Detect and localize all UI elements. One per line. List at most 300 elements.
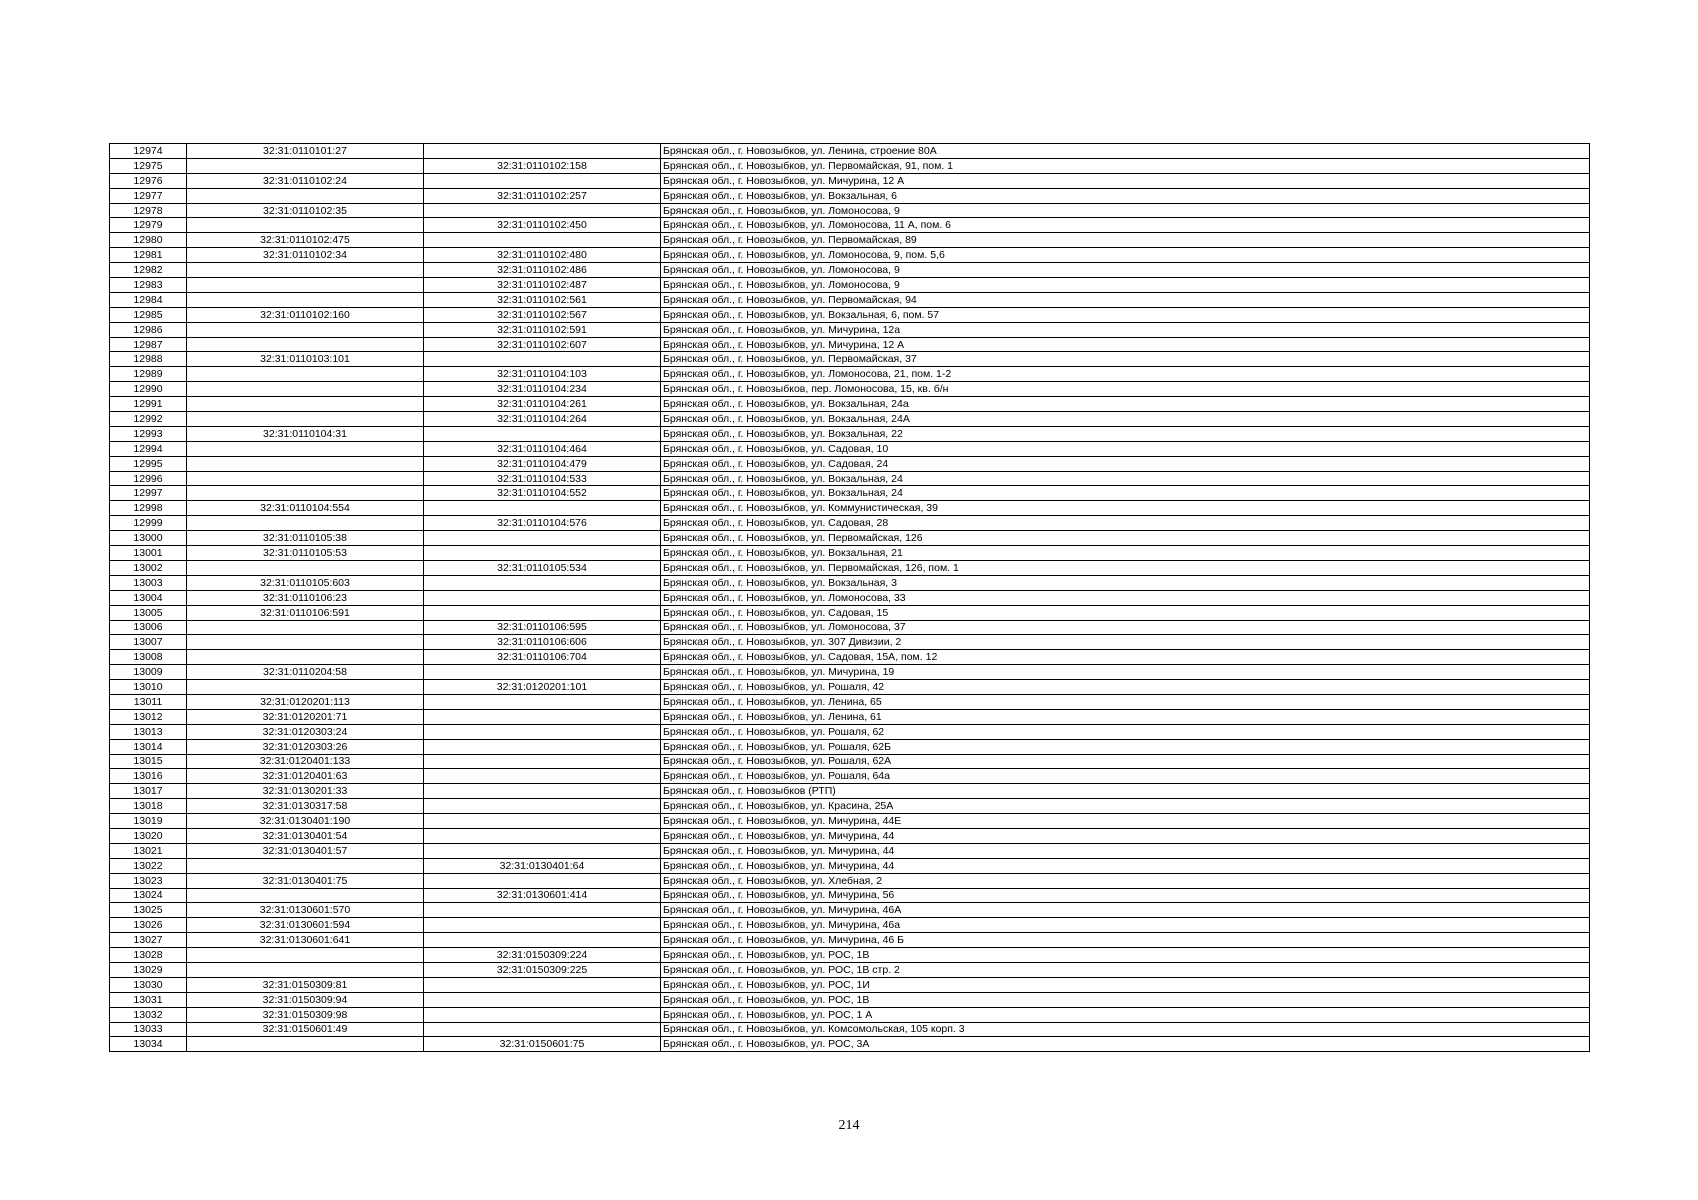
row-number-cell: 13017 (110, 784, 187, 799)
address-cell: Брянская обл., г. Новозыбков, ул. Вокзальная, 22 (661, 426, 1590, 441)
table-row (110, 1022, 1590, 1037)
table-row (110, 218, 1590, 233)
parcel-cadastral-number-cell (424, 843, 661, 858)
row-number-cell: 12980 (110, 233, 187, 248)
address-cell: Брянская обл., г. Новозыбков, ул. Первомайская, 126, пом. 1 (661, 560, 1590, 575)
page-number: 214 (838, 1118, 860, 1133)
table-row (110, 680, 1590, 695)
table-row (110, 382, 1590, 397)
parcel-cadastral-number-cell (424, 784, 661, 799)
table-row (110, 188, 1590, 203)
cadastral-number-cell (187, 620, 424, 635)
address-cell: Брянская обл., г. Новозыбков, ул. Ломоносова, 9 (661, 278, 1590, 293)
address-cell: Брянская обл., г. Новозыбков, ул. Мичурина, 56 (661, 888, 1590, 903)
address-cell: Брянская обл., г. Новозыбков, ул. Мичурина, 12 А (661, 337, 1590, 352)
cadastral-number-cell: 32:31:0150309:98 (187, 1007, 424, 1022)
row-number-cell: 13030 (110, 977, 187, 992)
parcel-cadastral-number-cell (424, 233, 661, 248)
row-number-cell: 12999 (110, 516, 187, 531)
table-row (110, 620, 1590, 635)
parcel-cadastral-number-cell (424, 709, 661, 724)
cadastral-number-cell: 32:31:0130401:190 (187, 814, 424, 829)
parcel-cadastral-number-cell: 32:31:0110102:607 (424, 337, 661, 352)
address-cell: Брянская обл., г. Новозыбков, ул. Мичурина, 46А (661, 903, 1590, 918)
cadastral-number-cell (187, 412, 424, 427)
table-row (110, 784, 1590, 799)
address-cell: Брянская обл., г. Новозыбков, ул. РОС, 3А (661, 1037, 1590, 1052)
table-row (110, 158, 1590, 173)
row-number-cell: 13000 (110, 531, 187, 546)
cadastral-number-cell: 32:31:0110103:101 (187, 352, 424, 367)
table-row (110, 709, 1590, 724)
address-cell: Брянская обл., г. Новозыбков, ул. Мичурина, 46 Б (661, 933, 1590, 948)
address-cell: Брянская обл., г. Новозыбков, ул. Коммунистическая, 39 (661, 501, 1590, 516)
parcel-cadastral-number-cell: 32:31:0110104:552 (424, 486, 661, 501)
cadastral-number-cell (187, 1037, 424, 1052)
address-cell: Брянская обл., г. Новозыбков, ул. Рошаля, 62Б (661, 739, 1590, 754)
parcel-cadastral-number-cell (424, 873, 661, 888)
row-number-cell: 13003 (110, 575, 187, 590)
table-row (110, 560, 1590, 575)
address-cell: Брянская обл., г. Новозыбков, ул. Ломоносова, 33 (661, 590, 1590, 605)
row-number-cell: 13012 (110, 709, 187, 724)
address-cell: Брянская обл., г. Новозыбков, ул. Вокзальная, 3 (661, 575, 1590, 590)
cadastral-number-cell: 32:31:0120201:113 (187, 694, 424, 709)
cadastral-number-cell (187, 560, 424, 575)
registry-table-body (110, 144, 1590, 1052)
row-number-cell: 13022 (110, 858, 187, 873)
cadastral-number-cell: 32:31:0110102:35 (187, 203, 424, 218)
cadastral-number-cell: 32:31:0120201:71 (187, 709, 424, 724)
address-cell: Брянская обл., г. Новозыбков, ул. Мичурина, 19 (661, 665, 1590, 680)
address-cell: Брянская обл., г. Новозыбков, ул. Комсомольская, 105 корп. 3 (661, 1022, 1590, 1037)
parcel-cadastral-number-cell: 32:31:0110105:534 (424, 560, 661, 575)
row-number-cell: 13031 (110, 992, 187, 1007)
row-number-cell: 13004 (110, 590, 187, 605)
address-cell: Брянская обл., г. Новозыбков, ул. Вокзальная, 24 (661, 486, 1590, 501)
cadastral-number-cell: 32:31:0110104:31 (187, 426, 424, 441)
parcel-cadastral-number-cell (424, 1022, 661, 1037)
cadastral-number-cell (187, 680, 424, 695)
table-row (110, 605, 1590, 620)
row-number-cell: 13002 (110, 560, 187, 575)
address-cell: Брянская обл., г. Новозыбков, ул. Первомайская, 89 (661, 233, 1590, 248)
row-number-cell: 13033 (110, 1022, 187, 1037)
parcel-cadastral-number-cell: 32:31:0110104:234 (424, 382, 661, 397)
address-cell: Брянская обл., г. Новозыбков, ул. Ломоносова, 11 А, пом. 6 (661, 218, 1590, 233)
row-number-cell: 12975 (110, 158, 187, 173)
parcel-cadastral-number-cell: 32:31:0110104:264 (424, 412, 661, 427)
table-row (110, 292, 1590, 307)
row-number-cell: 13023 (110, 873, 187, 888)
parcel-cadastral-number-cell: 32:31:0110104:533 (424, 471, 661, 486)
address-cell: Брянская обл., г. Новозыбков, ул. РОС, 1И (661, 977, 1590, 992)
cadastral-number-cell: 32:31:0150309:94 (187, 992, 424, 1007)
table-row (110, 307, 1590, 322)
row-number-cell: 12996 (110, 471, 187, 486)
row-number-cell: 12994 (110, 441, 187, 456)
cadastral-number-cell (187, 322, 424, 337)
cadastral-number-cell: 32:31:0150601:49 (187, 1022, 424, 1037)
row-number-cell: 13006 (110, 620, 187, 635)
row-number-cell: 13026 (110, 918, 187, 933)
row-number-cell: 12984 (110, 292, 187, 307)
address-cell: Брянская обл., г. Новозыбков, ул. Садовая, 28 (661, 516, 1590, 531)
table-row (110, 426, 1590, 441)
cadastral-number-cell: 32:31:0130601:641 (187, 933, 424, 948)
address-cell: Брянская обл., г. Новозыбков, ул. Красина, 25А (661, 799, 1590, 814)
cadastral-number-cell: 32:31:0130401:57 (187, 843, 424, 858)
table-row (110, 278, 1590, 293)
parcel-cadastral-number-cell: 32:31:0110104:464 (424, 441, 661, 456)
row-number-cell: 12991 (110, 397, 187, 412)
parcel-cadastral-number-cell: 32:31:0110106:704 (424, 650, 661, 665)
parcel-cadastral-number-cell (424, 1007, 661, 1022)
address-cell: Брянская обл., г. Новозыбков, ул. Рошаля, 62А (661, 754, 1590, 769)
cadastral-number-cell (187, 441, 424, 456)
row-number-cell: 13019 (110, 814, 187, 829)
parcel-cadastral-number-cell (424, 933, 661, 948)
row-number-cell: 12987 (110, 337, 187, 352)
registry-table (109, 143, 1590, 1052)
parcel-cadastral-number-cell: 32:31:0110102:158 (424, 158, 661, 173)
address-cell: Брянская обл., г. Новозыбков, ул. Садовая, 24 (661, 456, 1590, 471)
address-cell: Брянская обл., г. Новозыбков, ул. Ломоносова, 9, пом. 5,6 (661, 248, 1590, 263)
table-row (110, 203, 1590, 218)
address-cell: Брянская обл., г. Новозыбков, ул. Ломоносова, 9 (661, 263, 1590, 278)
cadastral-number-cell: 32:31:0110101:27 (187, 144, 424, 159)
row-number-cell: 12993 (110, 426, 187, 441)
parcel-cadastral-number-cell: 32:31:0120201:101 (424, 680, 661, 695)
table-row (110, 918, 1590, 933)
row-number-cell: 12977 (110, 188, 187, 203)
cadastral-number-cell (187, 367, 424, 382)
row-number-cell: 13025 (110, 903, 187, 918)
table-row (110, 456, 1590, 471)
cadastral-number-cell: 32:31:0130401:75 (187, 873, 424, 888)
row-number-cell: 12982 (110, 263, 187, 278)
address-cell: Брянская обл., г. Новозыбков, ул. Рошаля, 64а (661, 769, 1590, 784)
cadastral-number-cell: 32:31:0110105:603 (187, 575, 424, 590)
address-cell: Брянская обл., г. Новозыбков, ул. Садовая, 15А, пом. 12 (661, 650, 1590, 665)
parcel-cadastral-number-cell (424, 144, 661, 159)
cadastral-number-cell (187, 158, 424, 173)
address-cell: Брянская обл., г. Новозыбков, ул. Мичурина, 46а (661, 918, 1590, 933)
table-row (110, 814, 1590, 829)
parcel-cadastral-number-cell (424, 605, 661, 620)
cadastral-number-cell: 32:31:0110106:591 (187, 605, 424, 620)
address-cell: Брянская обл., г. Новозыбков, пер. Ломоносова, 15, кв. б/н (661, 382, 1590, 397)
cadastral-number-cell (187, 188, 424, 203)
address-cell: Брянская обл., г. Новозыбков, ул. РОС, 1В (661, 992, 1590, 1007)
table-row (110, 441, 1590, 456)
table-row (110, 754, 1590, 769)
table-row (110, 888, 1590, 903)
table-row (110, 635, 1590, 650)
row-number-cell: 13018 (110, 799, 187, 814)
parcel-cadastral-number-cell: 32:31:0110104:479 (424, 456, 661, 471)
row-number-cell: 13013 (110, 724, 187, 739)
parcel-cadastral-number-cell: 32:31:0130401:64 (424, 858, 661, 873)
table-row (110, 769, 1590, 784)
row-number-cell: 12989 (110, 367, 187, 382)
address-cell: Брянская обл., г. Новозыбков, ул. Мичурина, 44Е (661, 814, 1590, 829)
row-number-cell: 13021 (110, 843, 187, 858)
address-cell: Брянская обл., г. Новозыбков (РТП) (661, 784, 1590, 799)
cadastral-number-cell (187, 337, 424, 352)
cadastral-number-cell: 32:31:0110105:53 (187, 546, 424, 561)
address-cell: Брянская обл., г. Новозыбков, ул. РОС, 1 А (661, 1007, 1590, 1022)
parcel-cadastral-number-cell (424, 203, 661, 218)
row-number-cell: 12995 (110, 456, 187, 471)
table-row (110, 263, 1590, 278)
parcel-cadastral-number-cell (424, 828, 661, 843)
address-cell: Брянская обл., г. Новозыбков, ул. 307 Дивизии, 2 (661, 635, 1590, 650)
table-row (110, 948, 1590, 963)
parcel-cadastral-number-cell (424, 426, 661, 441)
parcel-cadastral-number-cell (424, 977, 661, 992)
parcel-cadastral-number-cell (424, 992, 661, 1007)
parcel-cadastral-number-cell: 32:31:0110104:576 (424, 516, 661, 531)
address-cell: Брянская обл., г. Новозыбков, ул. Мичурина, 44 (661, 843, 1590, 858)
parcel-cadastral-number-cell (424, 799, 661, 814)
row-number-cell: 12997 (110, 486, 187, 501)
table-row (110, 486, 1590, 501)
cadastral-number-cell: 32:31:0130401:54 (187, 828, 424, 843)
cadastral-number-cell (187, 948, 424, 963)
parcel-cadastral-number-cell (424, 531, 661, 546)
parcel-cadastral-number-cell: 32:31:0110104:103 (424, 367, 661, 382)
row-number-cell: 12981 (110, 248, 187, 263)
row-number-cell: 13001 (110, 546, 187, 561)
table-row (110, 694, 1590, 709)
parcel-cadastral-number-cell (424, 546, 661, 561)
parcel-cadastral-number-cell (424, 724, 661, 739)
parcel-cadastral-number-cell: 32:31:0110102:486 (424, 263, 661, 278)
row-number-cell: 13008 (110, 650, 187, 665)
table-row (110, 1007, 1590, 1022)
table-row (110, 412, 1590, 427)
cadastral-number-cell (187, 650, 424, 665)
cadastral-number-cell (187, 382, 424, 397)
row-number-cell: 12974 (110, 144, 187, 159)
address-cell: Брянская обл., г. Новозыбков, ул. Первомайская, 94 (661, 292, 1590, 307)
parcel-cadastral-number-cell: 32:31:0110102:450 (424, 218, 661, 233)
parcel-cadastral-number-cell (424, 665, 661, 680)
table-row (110, 903, 1590, 918)
address-cell: Брянская обл., г. Новозыбков, ул. Вокзальная, 24А (661, 412, 1590, 427)
row-number-cell: 13011 (110, 694, 187, 709)
address-cell: Брянская обл., г. Новозыбков, ул. Мичурина, 12а (661, 322, 1590, 337)
table-row (110, 531, 1590, 546)
parcel-cadastral-number-cell: 32:31:0110102:567 (424, 307, 661, 322)
row-number-cell: 12998 (110, 501, 187, 516)
parcel-cadastral-number-cell (424, 501, 661, 516)
cadastral-number-cell: 32:31:0110105:38 (187, 531, 424, 546)
parcel-cadastral-number-cell: 32:31:0110102:480 (424, 248, 661, 263)
address-cell: Брянская обл., г. Новозыбков, ул. Хлебная, 2 (661, 873, 1590, 888)
parcel-cadastral-number-cell (424, 918, 661, 933)
address-cell: Брянская обл., г. Новозыбков, ул. Садовая, 10 (661, 441, 1590, 456)
row-number-cell: 12986 (110, 322, 187, 337)
parcel-cadastral-number-cell: 32:31:0110102:487 (424, 278, 661, 293)
cadastral-number-cell: 32:31:0110102:34 (187, 248, 424, 263)
cadastral-number-cell (187, 218, 424, 233)
table-row (110, 337, 1590, 352)
cadastral-number-cell: 32:31:0120401:133 (187, 754, 424, 769)
cadastral-number-cell: 32:31:0150309:81 (187, 977, 424, 992)
row-number-cell: 12978 (110, 203, 187, 218)
parcel-cadastral-number-cell: 32:31:0150309:224 (424, 948, 661, 963)
row-number-cell: 13016 (110, 769, 187, 784)
cadastral-number-cell (187, 278, 424, 293)
parcel-cadastral-number-cell: 32:31:0110102:257 (424, 188, 661, 203)
row-number-cell: 13020 (110, 828, 187, 843)
cadastral-number-cell (187, 292, 424, 307)
cadastral-number-cell: 32:31:0110102:24 (187, 173, 424, 188)
cadastral-number-cell: 32:31:0110204:58 (187, 665, 424, 680)
row-number-cell: 13028 (110, 948, 187, 963)
address-cell: Брянская обл., г. Новозыбков, ул. Мичурина, 12 А (661, 173, 1590, 188)
table-row (110, 590, 1590, 605)
address-cell: Брянская обл., г. Новозыбков, ул. Ломоносова, 9 (661, 203, 1590, 218)
row-number-cell: 12992 (110, 412, 187, 427)
parcel-cadastral-number-cell (424, 739, 661, 754)
address-cell: Брянская обл., г. Новозыбков, ул. РОС, 1В стр. 2 (661, 962, 1590, 977)
parcel-cadastral-number-cell (424, 814, 661, 829)
table-row (110, 828, 1590, 843)
row-number-cell: 12976 (110, 173, 187, 188)
address-cell: Брянская обл., г. Новозыбков, ул. Первомайская, 126 (661, 531, 1590, 546)
cadastral-number-cell (187, 516, 424, 531)
cadastral-number-cell (187, 888, 424, 903)
row-number-cell: 12988 (110, 352, 187, 367)
table-row (110, 933, 1590, 948)
row-number-cell: 13007 (110, 635, 187, 650)
cadastral-number-cell: 32:31:0110102:475 (187, 233, 424, 248)
cadastral-number-cell: 32:31:0110106:23 (187, 590, 424, 605)
row-number-cell: 13010 (110, 680, 187, 695)
table-row (110, 843, 1590, 858)
cadastral-number-cell (187, 962, 424, 977)
row-number-cell: 13005 (110, 605, 187, 620)
row-number-cell: 12983 (110, 278, 187, 293)
row-number-cell: 13009 (110, 665, 187, 680)
address-cell: Брянская обл., г. Новозыбков, ул. Первомайская, 91, пом. 1 (661, 158, 1590, 173)
cadastral-number-cell (187, 456, 424, 471)
parcel-cadastral-number-cell: 32:31:0110104:261 (424, 397, 661, 412)
table-row (110, 173, 1590, 188)
cadastral-number-cell (187, 263, 424, 278)
cadastral-number-cell (187, 486, 424, 501)
parcel-cadastral-number-cell (424, 575, 661, 590)
cadastral-number-cell: 32:31:0110102:160 (187, 307, 424, 322)
parcel-cadastral-number-cell (424, 352, 661, 367)
address-cell: Брянская обл., г. Новозыбков, ул. Ломоносова, 21, пом. 1-2 (661, 367, 1590, 382)
parcel-cadastral-number-cell: 32:31:0110102:561 (424, 292, 661, 307)
address-cell: Брянская обл., г. Новозыбков, ул. РОС, 1В (661, 948, 1590, 963)
cadastral-number-cell (187, 858, 424, 873)
row-number-cell: 13029 (110, 962, 187, 977)
address-cell: Брянская обл., г. Новозыбков, ул. Ленина, 61 (661, 709, 1590, 724)
table-row (110, 1037, 1590, 1052)
cadastral-number-cell (187, 635, 424, 650)
cadastral-number-cell: 32:31:0130601:570 (187, 903, 424, 918)
row-number-cell: 13015 (110, 754, 187, 769)
table-row (110, 144, 1590, 159)
table-row (110, 665, 1590, 680)
row-number-cell: 13014 (110, 739, 187, 754)
table-row (110, 799, 1590, 814)
table-row (110, 977, 1590, 992)
table-row (110, 248, 1590, 263)
parcel-cadastral-number-cell: 32:31:0150309:225 (424, 962, 661, 977)
table-row (110, 352, 1590, 367)
address-cell: Брянская обл., г. Новозыбков, ул. Вокзальная, 6 (661, 188, 1590, 203)
table-row (110, 471, 1590, 486)
address-cell: Брянская обл., г. Новозыбков, ул. Мичурина, 44 (661, 858, 1590, 873)
table-row (110, 739, 1590, 754)
address-cell: Брянская обл., г. Новозыбков, ул. Вокзальная, 21 (661, 546, 1590, 561)
cadastral-number-cell: 32:31:0120401:63 (187, 769, 424, 784)
parcel-cadastral-number-cell (424, 590, 661, 605)
row-number-cell: 13027 (110, 933, 187, 948)
table-row (110, 397, 1590, 412)
table-row (110, 650, 1590, 665)
table-row (110, 873, 1590, 888)
parcel-cadastral-number-cell: 32:31:0110102:591 (424, 322, 661, 337)
row-number-cell: 13032 (110, 1007, 187, 1022)
address-cell: Брянская обл., г. Новозыбков, ул. Ломоносова, 37 (661, 620, 1590, 635)
row-number-cell: 12990 (110, 382, 187, 397)
cadastral-number-cell: 32:31:0130201:33 (187, 784, 424, 799)
cadastral-number-cell: 32:31:0130317:58 (187, 799, 424, 814)
parcel-cadastral-number-cell: 32:31:0110106:606 (424, 635, 661, 650)
address-cell: Брянская обл., г. Новозыбков, ул. Рошаля, 62 (661, 724, 1590, 739)
address-cell: Брянская обл., г. Новозыбков, ул. Вокзальная, 6, пом. 57 (661, 307, 1590, 322)
table-row (110, 516, 1590, 531)
cadastral-number-cell (187, 397, 424, 412)
parcel-cadastral-number-cell (424, 694, 661, 709)
table-row (110, 724, 1590, 739)
table-row (110, 992, 1590, 1007)
table-row (110, 575, 1590, 590)
table-row (110, 367, 1590, 382)
address-cell: Брянская обл., г. Новозыбков, ул. Рошаля, 42 (661, 680, 1590, 695)
cadastral-number-cell: 32:31:0110104:554 (187, 501, 424, 516)
row-number-cell: 13024 (110, 888, 187, 903)
parcel-cadastral-number-cell: 32:31:0130601:414 (424, 888, 661, 903)
parcel-cadastral-number-cell: 32:31:0150601:75 (424, 1037, 661, 1052)
address-cell: Брянская обл., г. Новозыбков, ул. Вокзальная, 24 (661, 471, 1590, 486)
table-row (110, 546, 1590, 561)
cadastral-number-cell: 32:31:0120303:26 (187, 739, 424, 754)
parcel-cadastral-number-cell (424, 903, 661, 918)
parcel-cadastral-number-cell (424, 769, 661, 784)
row-number-cell: 12985 (110, 307, 187, 322)
table-row (110, 962, 1590, 977)
table-row (110, 322, 1590, 337)
address-cell: Брянская обл., г. Новозыбков, ул. Ленина, строение 80А (661, 144, 1590, 159)
cadastral-number-cell: 32:31:0130601:594 (187, 918, 424, 933)
row-number-cell: 13034 (110, 1037, 187, 1052)
table-row (110, 501, 1590, 516)
address-cell: Брянская обл., г. Новозыбков, ул. Первомайская, 37 (661, 352, 1590, 367)
parcel-cadastral-number-cell (424, 754, 661, 769)
cadastral-number-cell (187, 471, 424, 486)
parcel-cadastral-number-cell (424, 173, 661, 188)
table-row (110, 233, 1590, 248)
